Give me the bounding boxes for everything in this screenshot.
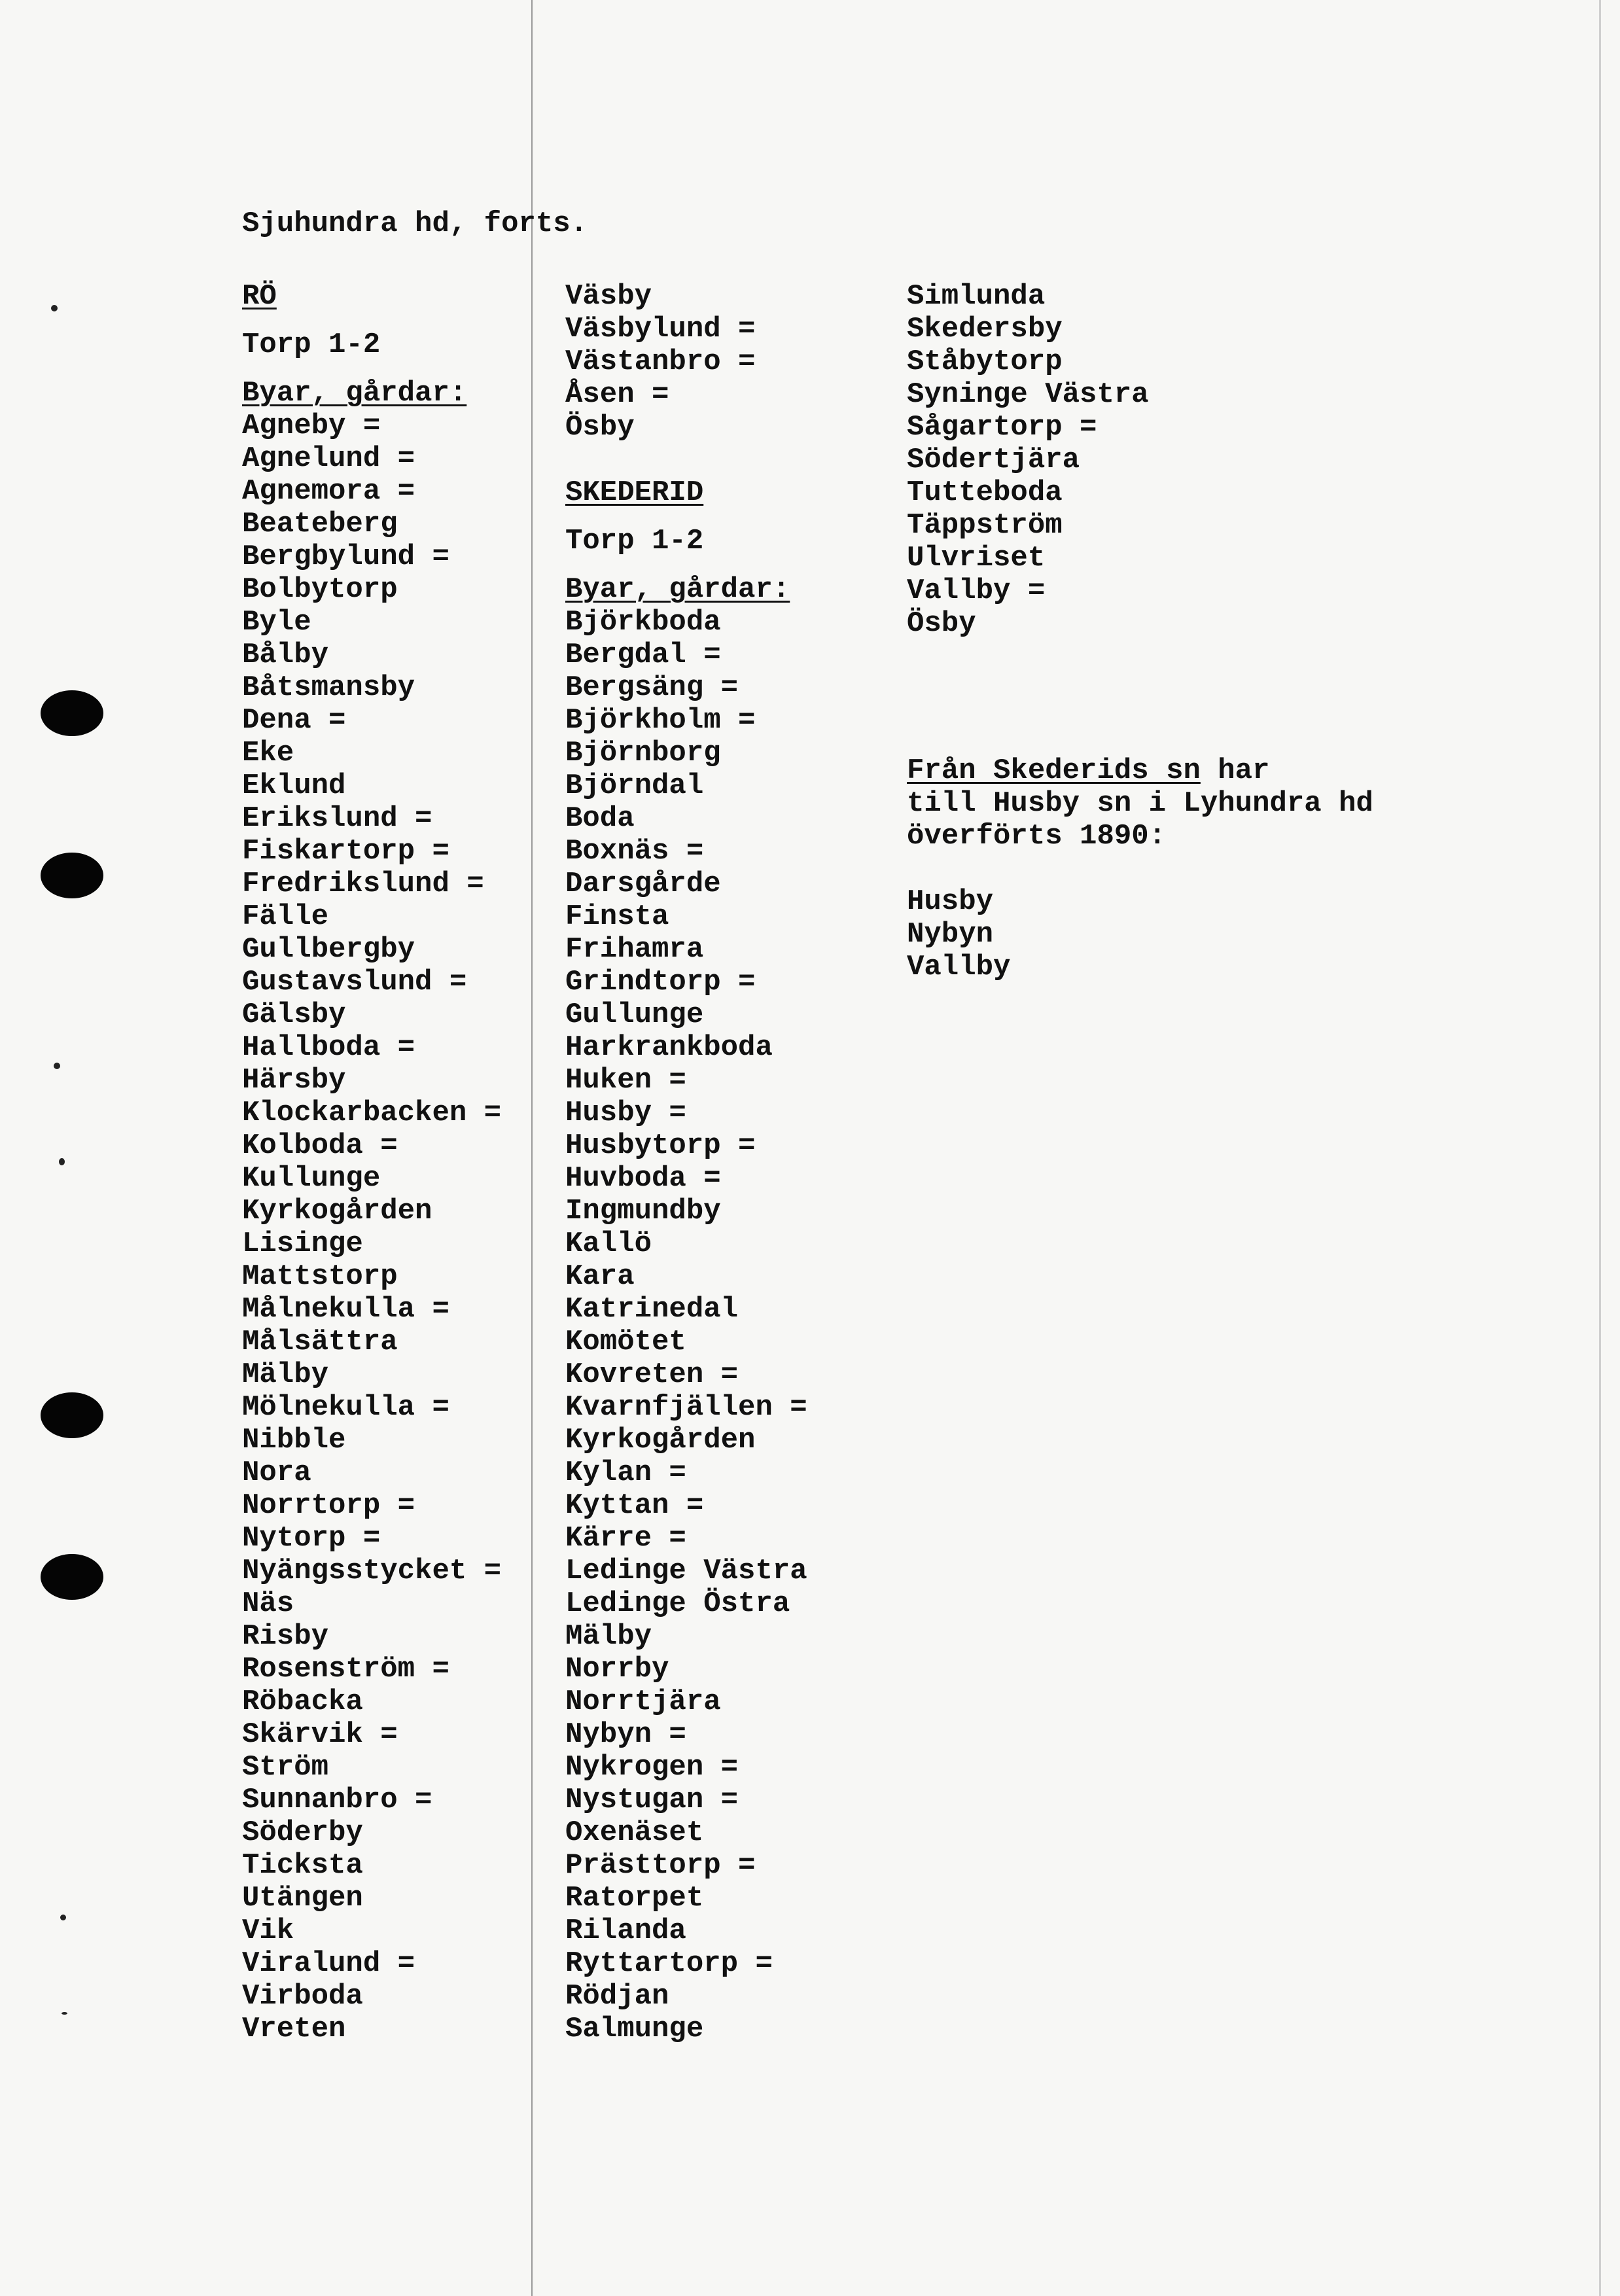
punch-hole [41, 690, 103, 736]
list-item: Ståbytorp [907, 345, 1063, 378]
list-item: Gullbergby [242, 933, 415, 966]
list-item: Båtsmansby [242, 671, 415, 704]
list-item: Rosenström = [242, 1653, 449, 1686]
list-item: Åsen = [565, 378, 669, 411]
list-item: Gustavslund = [242, 966, 467, 998]
list-item: Klockarbacken = [242, 1097, 502, 1129]
list-item: Kärre = [565, 1522, 686, 1555]
list-item: Ryttartorp = [565, 1947, 773, 1980]
list-item: Ticksta [242, 1849, 363, 1882]
village-list-ro-cont [565, 280, 807, 444]
list-item: Härsby [242, 1064, 346, 1097]
list-item: Virboda [242, 1980, 363, 2013]
list-item: Utängen [242, 1882, 363, 1915]
list-item: Nibble [242, 1424, 346, 1457]
list-item: Simlunda [907, 280, 1046, 313]
column-skederid [565, 280, 807, 2045]
village-list-skederid [565, 606, 807, 2045]
list-item: Agnemora = [242, 475, 415, 508]
column-ro [242, 280, 501, 2045]
village-list-ro [242, 410, 501, 2045]
list-item: Eklund [242, 769, 346, 802]
list-item: Björkholm = [565, 704, 756, 737]
list-item: Komötet [565, 1326, 686, 1358]
transfer-note-line1 [907, 754, 1373, 787]
list-item: Harkrankboda [565, 1031, 773, 1064]
list-item: Erikslund = [242, 802, 432, 835]
list-item: Frihamra [565, 933, 704, 966]
list-item: Näs [242, 1587, 294, 1620]
list-item: Boxnäs = [565, 835, 704, 868]
list-item: Bålby [242, 639, 329, 671]
list-item: Kyttan = [565, 1489, 704, 1522]
list-item: Mälby [565, 1620, 652, 1653]
list-item: Kara [565, 1260, 635, 1293]
transfer-note-line2: till Husby sn i Lyhundra hd [907, 787, 1373, 820]
list-item: Ulvriset [907, 542, 1046, 574]
list-item: Mattstorp [242, 1260, 398, 1293]
list-item: Kallö [565, 1227, 652, 1260]
list-item: Skedersby [907, 313, 1063, 345]
punch-hole [41, 1392, 103, 1438]
list-item: Rödjan [565, 1980, 669, 2013]
punch-hole [41, 1554, 103, 1600]
villages-label-ro: Byar, gårdar: [242, 377, 467, 410]
list-item: Eke [242, 737, 294, 769]
speck [60, 1915, 66, 1920]
list-item: Vik [242, 1915, 294, 1947]
list-item: Nybyn = [565, 1718, 686, 1751]
list-item: Risby [242, 1620, 329, 1653]
list-item: Kyrkogården [565, 1424, 756, 1457]
list-item: Västanbro = [565, 345, 756, 378]
list-item: Ingmundby [565, 1195, 721, 1227]
list-item: Hallboda = [242, 1031, 415, 1064]
list-item: Nykrogen = [565, 1751, 739, 1784]
column-three [907, 280, 1373, 983]
list-item: Ström [242, 1751, 329, 1784]
list-item: Tutteboda [907, 476, 1063, 509]
transfer-note-parish: Från Skederids sn [907, 754, 1201, 787]
list-item: Kullunge [242, 1162, 381, 1195]
list-item: Norrtjära [565, 1686, 721, 1718]
list-item: Vallby = [907, 574, 1046, 607]
village-list-skederid-cont [907, 280, 1373, 640]
list-item: Kolboda = [242, 1129, 398, 1162]
list-item: Målsättra [242, 1326, 398, 1358]
list-item: Huken = [565, 1064, 686, 1097]
speck [51, 305, 58, 311]
list-item: Björkboda [565, 606, 721, 639]
list-item: Röbacka [242, 1686, 363, 1718]
list-item: Björnborg [565, 737, 721, 769]
list-item: Bergsäng = [565, 671, 739, 704]
list-item: Skärvik = [242, 1718, 398, 1751]
transferred-list [907, 885, 1373, 983]
list-item: Ratorpet [565, 1882, 704, 1915]
list-item: Nystugan = [565, 1784, 739, 1816]
list-item: Nora [242, 1457, 311, 1489]
list-item: Bergbylund = [242, 540, 449, 573]
list-item: Syninge Västra [907, 378, 1149, 411]
list-item: Sågartorp = [907, 411, 1097, 444]
list-item: Agnelund = [242, 442, 415, 475]
list-item: Bergdal = [565, 639, 721, 671]
list-item: Huvboda = [565, 1162, 721, 1195]
list-item: Grindtorp = [565, 966, 756, 998]
list-item: Fredrikslund = [242, 868, 484, 900]
list-item: Väsby [565, 280, 652, 313]
list-item: Prästtorp = [565, 1849, 756, 1882]
list-item: Ösby [565, 411, 635, 444]
torp-count-skederid: Torp 1-2 [565, 525, 704, 557]
list-item: Sunnanbro = [242, 1784, 432, 1816]
list-item: Agneby = [242, 410, 381, 442]
list-item: Ösby [907, 607, 976, 640]
list-item: Vreten [242, 2013, 346, 2045]
list-item: Kovreten = [565, 1358, 739, 1391]
list-item: Söderby [242, 1816, 363, 1849]
parish-title-ro: RÖ [242, 280, 277, 313]
speck [59, 1158, 65, 1165]
list-item: Kvarnfjällen = [565, 1391, 807, 1424]
list-item: Björndal [565, 769, 704, 802]
list-item: Kyrkogården [242, 1195, 432, 1227]
list-item: Darsgårde [565, 868, 721, 900]
list-item: Beateberg [242, 508, 398, 540]
list-item: Finsta [565, 900, 669, 933]
list-item: Mölnekulla = [242, 1391, 449, 1424]
list-item: Väsbylund = [565, 313, 756, 345]
parish-title-skederid: SKEDERID [565, 476, 704, 509]
list-item: Gälsby [242, 998, 346, 1031]
speck [54, 1063, 60, 1069]
list-item: Gullunge [565, 998, 704, 1031]
page-edge [1599, 0, 1601, 2296]
transfer-note-rest: har [1200, 754, 1270, 787]
list-item: Norrtorp = [242, 1489, 415, 1522]
list-item: Täppström [907, 509, 1063, 542]
list-item: Norrby [565, 1653, 669, 1686]
list-item: Oxenäset [565, 1816, 704, 1849]
list-item: Lisinge [242, 1227, 363, 1260]
speck [62, 2012, 67, 2015]
list-item: Nybyn [907, 918, 994, 951]
torp-count-ro: Torp 1-2 [242, 328, 381, 361]
list-item: Bolbytorp [242, 573, 398, 606]
fold-line [531, 0, 533, 2296]
list-item: Dena = [242, 704, 346, 737]
list-item: Målnekulla = [242, 1293, 449, 1326]
list-item: Ledinge Västra [565, 1555, 807, 1587]
list-item: Fälle [242, 900, 329, 933]
list-item: Katrinedal [565, 1293, 739, 1326]
list-item: Mälby [242, 1358, 329, 1391]
villages-label-skederid: Byar, gårdar: [565, 573, 790, 606]
list-item: Husbytorp = [565, 1129, 756, 1162]
list-item: Södertjära [907, 444, 1080, 476]
list-item: Ledinge Östra [565, 1587, 790, 1620]
list-item: Nytorp = [242, 1522, 381, 1555]
list-item: Husby [907, 885, 994, 918]
page-heading: Sjuhundra hd, forts. [242, 207, 588, 240]
list-item: Viralund = [242, 1947, 415, 1980]
list-item: Byle [242, 606, 311, 639]
list-item: Husby = [565, 1097, 686, 1129]
list-item: Fiskartorp = [242, 835, 449, 868]
list-item: Salmunge [565, 2013, 704, 2045]
list-item: Vallby [907, 951, 1011, 983]
list-item: Rilanda [565, 1915, 686, 1947]
transfer-note-line3: överförts 1890: [907, 820, 1167, 853]
list-item: Nyängsstycket = [242, 1555, 502, 1587]
list-item: Boda [565, 802, 635, 835]
punch-hole [41, 853, 103, 898]
list-item: Kylan = [565, 1457, 686, 1489]
